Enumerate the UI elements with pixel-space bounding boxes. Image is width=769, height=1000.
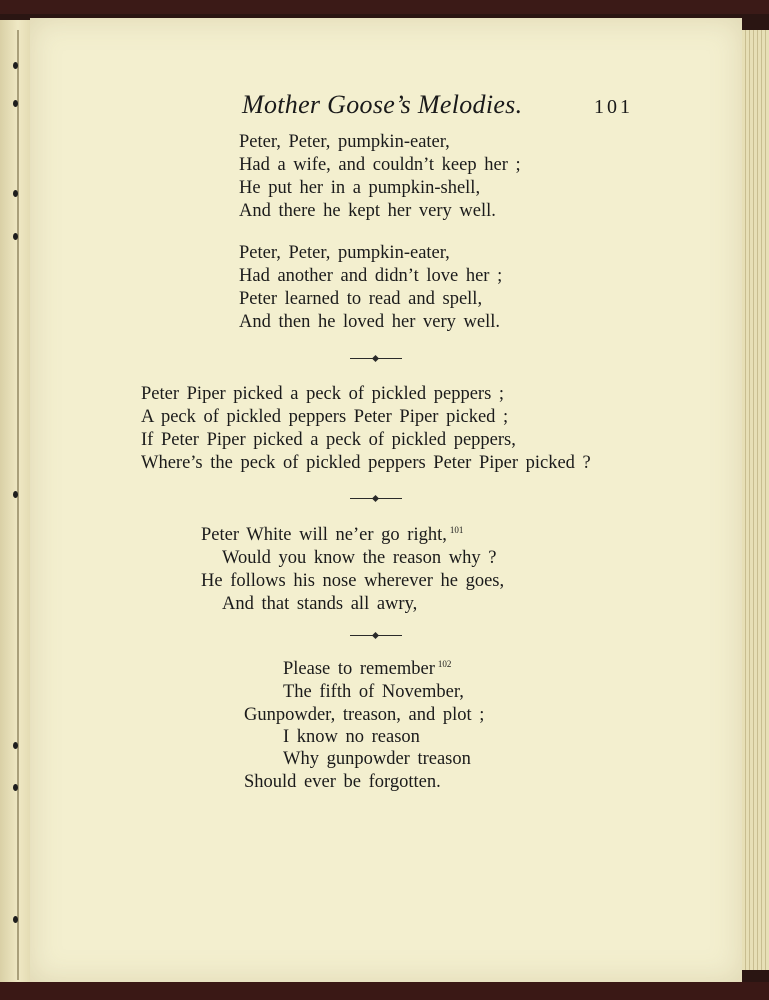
verse-line: A peck of pickled peppers Peter Piper picked ; — [141, 407, 509, 427]
right-page-edges — [742, 30, 769, 970]
left-page-edge — [0, 20, 31, 985]
binding-stitch — [13, 916, 18, 923]
verse-line: Peter Piper picked a peck of pickled peppers ; — [141, 384, 505, 404]
verse-line: The fifth of November, — [283, 682, 464, 702]
running-header-title: Mother Goose’s Melodies. — [242, 90, 523, 119]
verse-line: Had a wife, and couldn’t keep her ; — [239, 155, 521, 175]
book-cover-top-edge — [0, 0, 769, 14]
section-divider — [350, 635, 402, 636]
verse-line: Gunpowder, treason, and plot ; — [244, 705, 485, 725]
book-cover-bottom-edge — [0, 982, 769, 1000]
binding-stitch — [13, 62, 18, 69]
section-divider — [350, 358, 402, 359]
section-divider — [350, 498, 402, 499]
verse-line: Where’s the peck of pickled peppers Peter Piper picked ? — [141, 453, 591, 473]
footnote-marker: 101 — [449, 525, 464, 535]
binding-stitch — [13, 190, 18, 197]
verse-line: Had another and didn’t love her ; — [239, 266, 503, 286]
verse-line: Peter White will ne’er go right, $^{101}$ — [201, 525, 464, 546]
verse-line: He follows his nose wherever he goes, — [201, 571, 505, 591]
binding-stitch — [13, 233, 18, 240]
verse-line: Peter learned to read and spell, — [239, 289, 483, 309]
binding-gutter — [17, 30, 19, 980]
verse-line: And then he loved her very well. — [239, 312, 500, 332]
binding-stitch — [13, 100, 18, 107]
verse-line: He put her in a pumpkin-shell, — [239, 178, 481, 198]
page-number: 101 — [594, 96, 633, 118]
verse-line: Why gunpowder treason — [283, 749, 471, 769]
binding-stitch — [13, 742, 18, 749]
footnote-marker: 102 — [437, 659, 452, 669]
verse-line: If Peter Piper picked a peck of pickled peppers, — [141, 430, 516, 450]
verse-line: Please to remember $^{102}$ — [283, 659, 452, 680]
verse-line: Should ever be forgotten. — [244, 772, 441, 792]
verse-line: And there he kept her very well. — [239, 201, 496, 221]
verse-line: Would you know the reason why ? — [222, 548, 497, 568]
verse-line: Peter, Peter, pumpkin-eater, — [239, 132, 450, 152]
verse-line: Peter, Peter, pumpkin-eater, — [239, 243, 450, 263]
binding-stitch — [13, 784, 18, 791]
verse-line: And that stands all awry, — [222, 594, 418, 614]
binding-stitch — [13, 491, 18, 498]
verse-line: I know no reason — [283, 727, 420, 747]
